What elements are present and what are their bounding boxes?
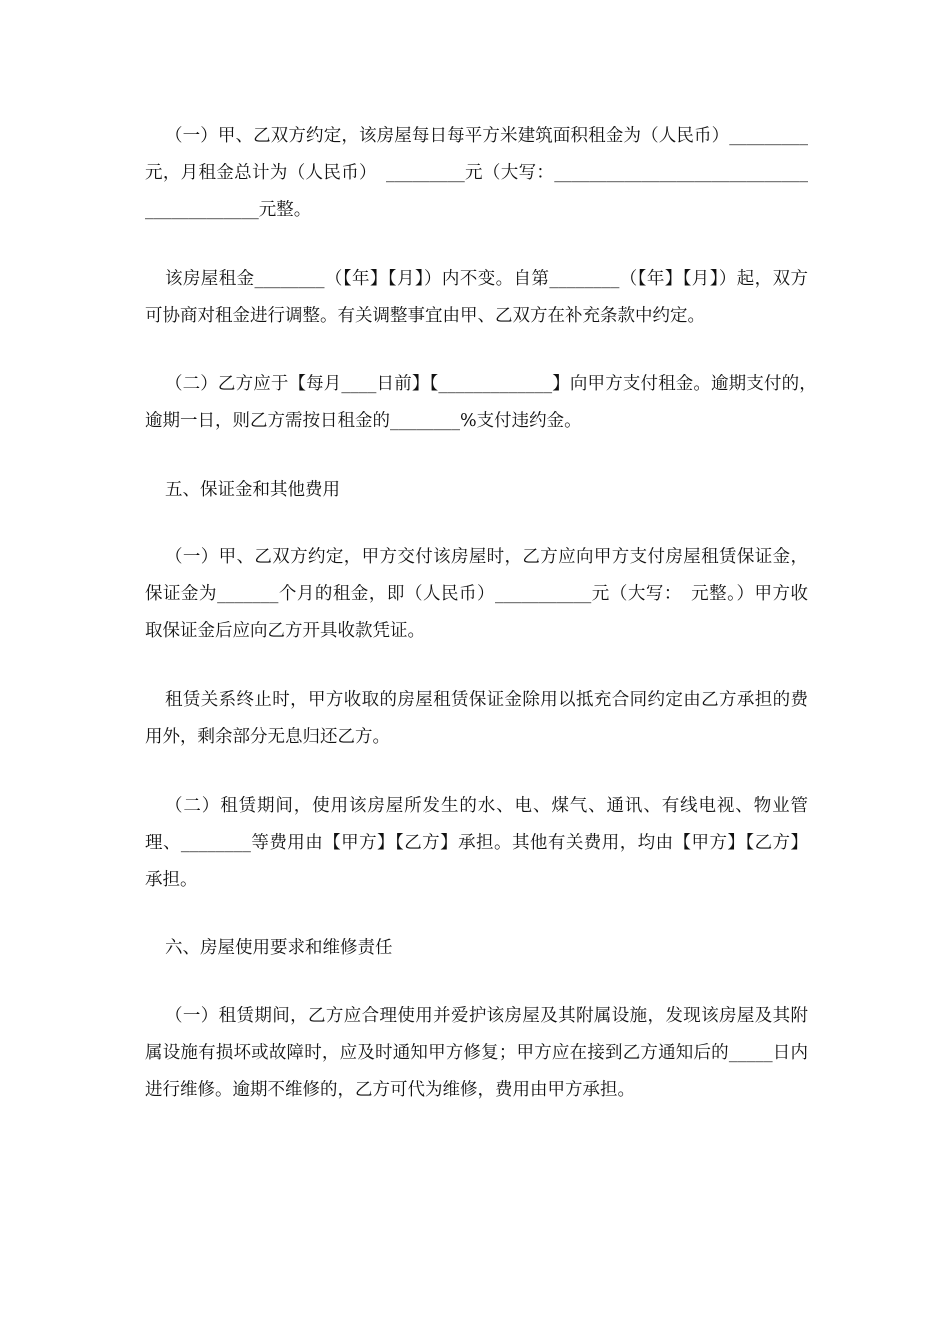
rent-payment-paragraph: （二）乙方应于【每月____日前】【_____________】向甲方支付租金。逾期支付的， 逾期一日，则乙方需按日租金的________%支付违约金。 (145, 374, 826, 431)
deposit-return-paragraph: 租赁关系终止时，甲方收取的房屋租赁保证金除用以抵充合同约定由乙方承担的费用外，剩余部分无息归还乙方。 (145, 690, 808, 747)
maintenance-paragraph: （一）租赁期间，乙方应合理使用并爱护该房屋及其附属设施，发现该房屋及其附属设施有损坏或故障时，应及时通知甲方修复；甲方应在接到乙方通知后的_____日内进行维修。逾期不维修的，乙方可代为维修，费用由甲方承担。 (145, 1006, 808, 1100)
utility-fees-paragraph: （二）租赁期间，使用该房屋所发生的水、电、煤气、通讯、有线电视、物业管理、________等费用由【甲方】【乙方】承担。其他有关费用，均由【甲方】【乙方】承担。 (145, 796, 808, 890)
section-heading-deposit: 五、保证金和其他费用 (165, 480, 340, 500)
section-heading-maintenance: 六、房屋使用要求和维修责任 (165, 938, 393, 958)
rent-adjustment-paragraph: 该房屋租金________（【年】【月】）内不变。自第________（【年】【月】）起，双方可协商对租金进行调整。有关调整事宜由甲、乙双方在补充条款中约定。 (145, 269, 808, 326)
deposit-amount-paragraph: （一）甲、乙双方约定，甲方交付该房屋时，乙方应向甲方支付房屋租赁保证金，保证金为_______个月的租金，即（人民币）___________元（大写： 元整。）甲方收取保证金后应向乙方开具收款凭证。 (145, 547, 808, 641)
rent-amount-paragraph: （一）甲、乙双方约定，该房屋每日每平方米建筑面积租金为（人民币）_________元，月租金总计为（人民币） _________元（大写：__________________________________________元整。 (145, 126, 808, 220)
document-body (145, 118, 826, 1109)
